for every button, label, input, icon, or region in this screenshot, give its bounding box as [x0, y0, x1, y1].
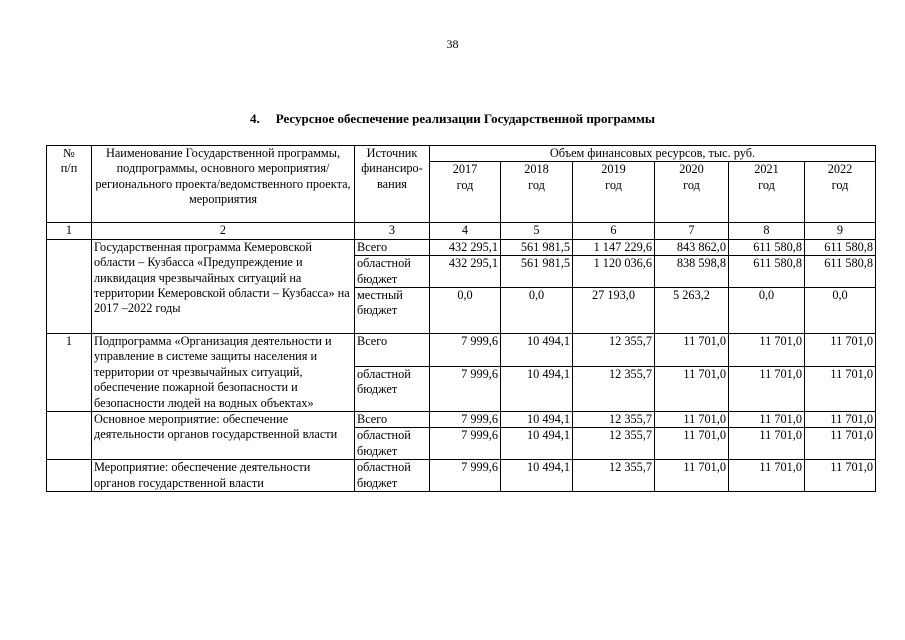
section-title-text: Ресурсное обеспечение реализации Государственной программы — [275, 111, 656, 126]
header-row — [47, 146, 876, 162]
value-cell: 10 494,1 — [501, 334, 573, 367]
col-number: 7 — [655, 223, 729, 239]
header-year-2022 — [805, 162, 876, 223]
value-cell: 838 598,8 — [655, 256, 729, 288]
col-number: 6 — [573, 223, 655, 239]
value-cell: 7 999,6 — [430, 334, 501, 367]
header-year-2020 — [655, 162, 729, 223]
row-number — [47, 239, 92, 333]
value-cell: 11 701,0 — [729, 428, 805, 460]
value-cell: 12 355,7 — [573, 412, 655, 428]
header-year-text: 2020 год — [679, 162, 704, 192]
value-cell: 611 580,8 — [729, 239, 805, 255]
value-cell: 611 580,8 — [805, 239, 876, 255]
value-cell: 611 580,8 — [729, 256, 805, 288]
section-title — [0, 111, 905, 127]
header-name-text: Наименование Государственной программы, подпрограммы, основного мероприятия/регионального проекта/ведомственного проекта, мероприятия — [95, 146, 351, 207]
value-cell: 611 580,8 — [805, 256, 876, 288]
row-source: областной бюджет — [355, 428, 430, 460]
row-number: 1 — [47, 334, 92, 412]
row-source: Всего — [355, 412, 430, 428]
col-number: 5 — [501, 223, 573, 239]
header-year-text: 2021 год — [754, 162, 779, 192]
header-year-text: 2017 год — [452, 162, 478, 192]
header-no-text: № п/п — [60, 146, 78, 176]
value-cell: 12 355,7 — [573, 460, 655, 492]
value-cell: 12 355,7 — [573, 428, 655, 460]
value-cell: 11 701,0 — [729, 412, 805, 428]
value-cell: 27 193,0 — [573, 288, 655, 334]
value-cell: 0,0 — [501, 288, 573, 334]
header-year-text: 2018 год — [524, 162, 549, 192]
value-cell: 1 120 036,6 — [573, 256, 655, 288]
value-cell: 0,0 — [430, 288, 501, 334]
value-cell: 5 263,2 — [655, 288, 729, 334]
table-row — [47, 460, 876, 492]
value-cell: 11 701,0 — [655, 412, 729, 428]
header-year-2021 — [729, 162, 805, 223]
value-cell: 11 701,0 — [805, 367, 876, 412]
value-cell: 11 701,0 — [805, 460, 876, 492]
value-cell: 11 701,0 — [729, 367, 805, 412]
value-cell: 11 701,0 — [805, 412, 876, 428]
header-volume — [430, 146, 876, 162]
col-number: 8 — [729, 223, 805, 239]
table-row — [47, 334, 876, 367]
value-cell: 7 999,6 — [430, 367, 501, 412]
value-cell: 0,0 — [805, 288, 876, 334]
header-year-text: 2019 год — [601, 162, 626, 192]
value-cell: 11 701,0 — [729, 334, 805, 367]
column-number-row — [47, 223, 876, 239]
row-name: Основное мероприятие: обеспечение деятельности органов государственной власти — [92, 412, 355, 460]
row-number — [47, 412, 92, 460]
header-source-text: Источник финансиро-вания — [361, 146, 423, 191]
value-cell: 7 999,6 — [430, 428, 501, 460]
value-cell: 11 701,0 — [655, 460, 729, 492]
col-number: 4 — [430, 223, 501, 239]
col-number: 1 — [47, 223, 92, 239]
row-name: Мероприятие: обеспечение деятельности органов государственной власти — [92, 460, 355, 492]
value-cell: 432 295,1 — [430, 256, 501, 288]
col-number: 9 — [805, 223, 876, 239]
header-year-text: 2022 год — [827, 162, 853, 192]
header-year-2018 — [501, 162, 573, 223]
col-number: 2 — [92, 223, 355, 239]
value-cell: 11 701,0 — [805, 334, 876, 367]
value-cell: 11 701,0 — [655, 367, 729, 412]
row-source: областной бюджет — [355, 256, 430, 288]
value-cell: 843 862,0 — [655, 239, 729, 255]
row-source: Всего — [355, 334, 430, 367]
value-cell: 12 355,7 — [573, 367, 655, 412]
value-cell: 12 355,7 — [573, 334, 655, 367]
value-cell: 11 701,0 — [655, 334, 729, 367]
row-name: Подпрограмма «Организация деятельности и управление в системе защиты населения и территории от чрезвычайных ситуаций, обеспечение пожарной безопасности и безопасности людей на водных объектах» — [92, 334, 355, 412]
value-cell: 1 147 229,6 — [573, 239, 655, 255]
value-cell: 11 701,0 — [729, 460, 805, 492]
value-cell: 10 494,1 — [501, 428, 573, 460]
value-cell: 561 981,5 — [501, 239, 573, 255]
table-row — [47, 412, 876, 428]
value-cell: 10 494,1 — [501, 460, 573, 492]
value-cell: 11 701,0 — [655, 428, 729, 460]
value-cell: 7 999,6 — [430, 412, 501, 428]
table-row — [47, 239, 876, 255]
resource-table — [46, 145, 876, 492]
row-source: Всего — [355, 239, 430, 255]
value-cell: 0,0 — [729, 288, 805, 334]
value-cell: 11 701,0 — [805, 428, 876, 460]
page-number: 38 — [446, 37, 459, 51]
header-source — [355, 146, 430, 223]
value-cell: 10 494,1 — [501, 367, 573, 412]
section-number: 4. — [249, 111, 260, 126]
row-source: местный бюджет — [355, 288, 430, 334]
value-cell: 432 295,1 — [430, 239, 501, 255]
row-source: областной бюджет — [355, 367, 430, 412]
header-name — [92, 146, 355, 223]
row-source: областной бюджет — [355, 460, 430, 492]
value-cell: 7 999,6 — [430, 460, 501, 492]
row-name: Государственная программа Кемеровской области – Кузбасса «Предупреждение и ликвидация чрезвычайных ситуаций на территории Кемеровской области – Кузбасса» на 2017 –2022 годы — [92, 239, 355, 333]
row-number — [47, 460, 92, 492]
header-volume-text: Объем финансовых ресурсов, тыс. руб. — [549, 146, 756, 160]
value-cell: 10 494,1 — [501, 412, 573, 428]
header-year-2019 — [573, 162, 655, 223]
header-year-2017 — [430, 162, 501, 223]
col-number: 3 — [355, 223, 430, 239]
header-no — [47, 146, 92, 223]
value-cell: 561 981,5 — [501, 256, 573, 288]
